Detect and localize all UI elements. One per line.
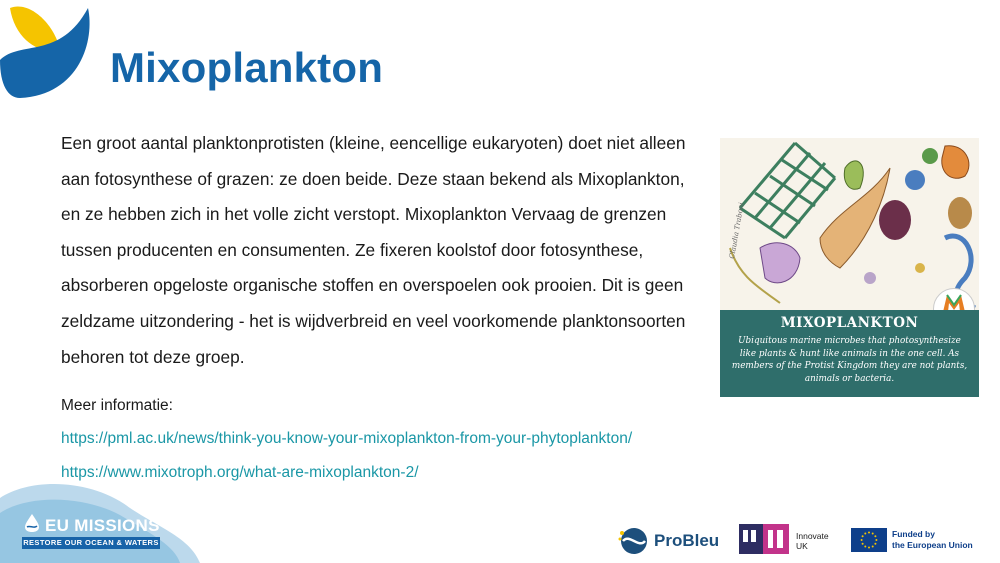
lattice-shape	[740, 143, 835, 238]
eu-funded-line2: the European Union	[892, 540, 973, 550]
plankton-illustration	[720, 138, 979, 310]
ukri-logo-icon	[739, 524, 789, 554]
orange-cell-shape	[942, 146, 969, 179]
eu-funded-line1: Funded by	[892, 529, 935, 539]
probleu-text: ProBleu	[654, 531, 720, 550]
small-yellow-cell-shape	[915, 263, 925, 273]
link-mixotroph[interactable]: https://www.mixotroph.org/what-are-mixoplankton-2/	[61, 464, 419, 481]
eu-flag-icon	[851, 528, 887, 552]
infographic-caption-band	[720, 310, 979, 397]
artist-signature: Claudia Traboni	[728, 201, 746, 260]
link-pml[interactable]: https://pml.ac.uk/news/think-you-know-your-mixoplankton-from-your-phytoplankton/	[61, 430, 633, 447]
blue-cell-shape	[905, 170, 925, 190]
eu-missions-subtitle: RESTORE OUR OCEAN & WATERS	[23, 538, 159, 547]
water-drop-icon	[22, 513, 42, 533]
corner-logo-icon	[0, 0, 100, 100]
ukri-line2: UK	[796, 541, 808, 551]
purple-cell-shape	[879, 200, 911, 240]
mixoplankton-infographic	[720, 138, 979, 397]
body-paragraph: Een groot aantal planktonprotisten (kleine, eencellige eukaryoten) doet niet alleen aan fotosynthese of grazen: ze doen beide. Deze staan bekend als Mixoplankton, en ze hebben zich in het volle zicht verstopt. Mixoplankton Vervaag de grenzen tussen producenten en consumenten. Ze fixeren koolstof door fotosynthese, absorberen opgeloste organische stoffen en overspoelen ook prooien. Dit is geen zeldzame uitzondering - het is wijdverbreid en veel voorkomende planktonsoorten behoren tot deze groep.	[61, 133, 686, 367]
green-cell-shape	[844, 161, 863, 189]
cup-cell-shape	[760, 243, 800, 283]
eu-funded-text	[892, 529, 973, 551]
small-cell-shape	[864, 272, 876, 284]
page-title: Mixoplankton	[110, 44, 384, 91]
ukri-line1: Innovate	[796, 531, 829, 541]
more-info-label: Meer informatie:	[61, 397, 173, 414]
infographic-title: MIXOPLANKTON	[780, 315, 919, 331]
ukri-text	[796, 531, 829, 551]
green-sphere-shape	[922, 148, 938, 164]
infographic-description: Ubiquitous marine microbes that photosynthesize like plants & hunt like animals in the one cell. As members of the Protist Kingdom they are not plants, animals or bacteria.	[731, 336, 968, 384]
shell-shape	[948, 197, 972, 229]
eu-missions-title: EU MISSIONS	[45, 516, 160, 535]
